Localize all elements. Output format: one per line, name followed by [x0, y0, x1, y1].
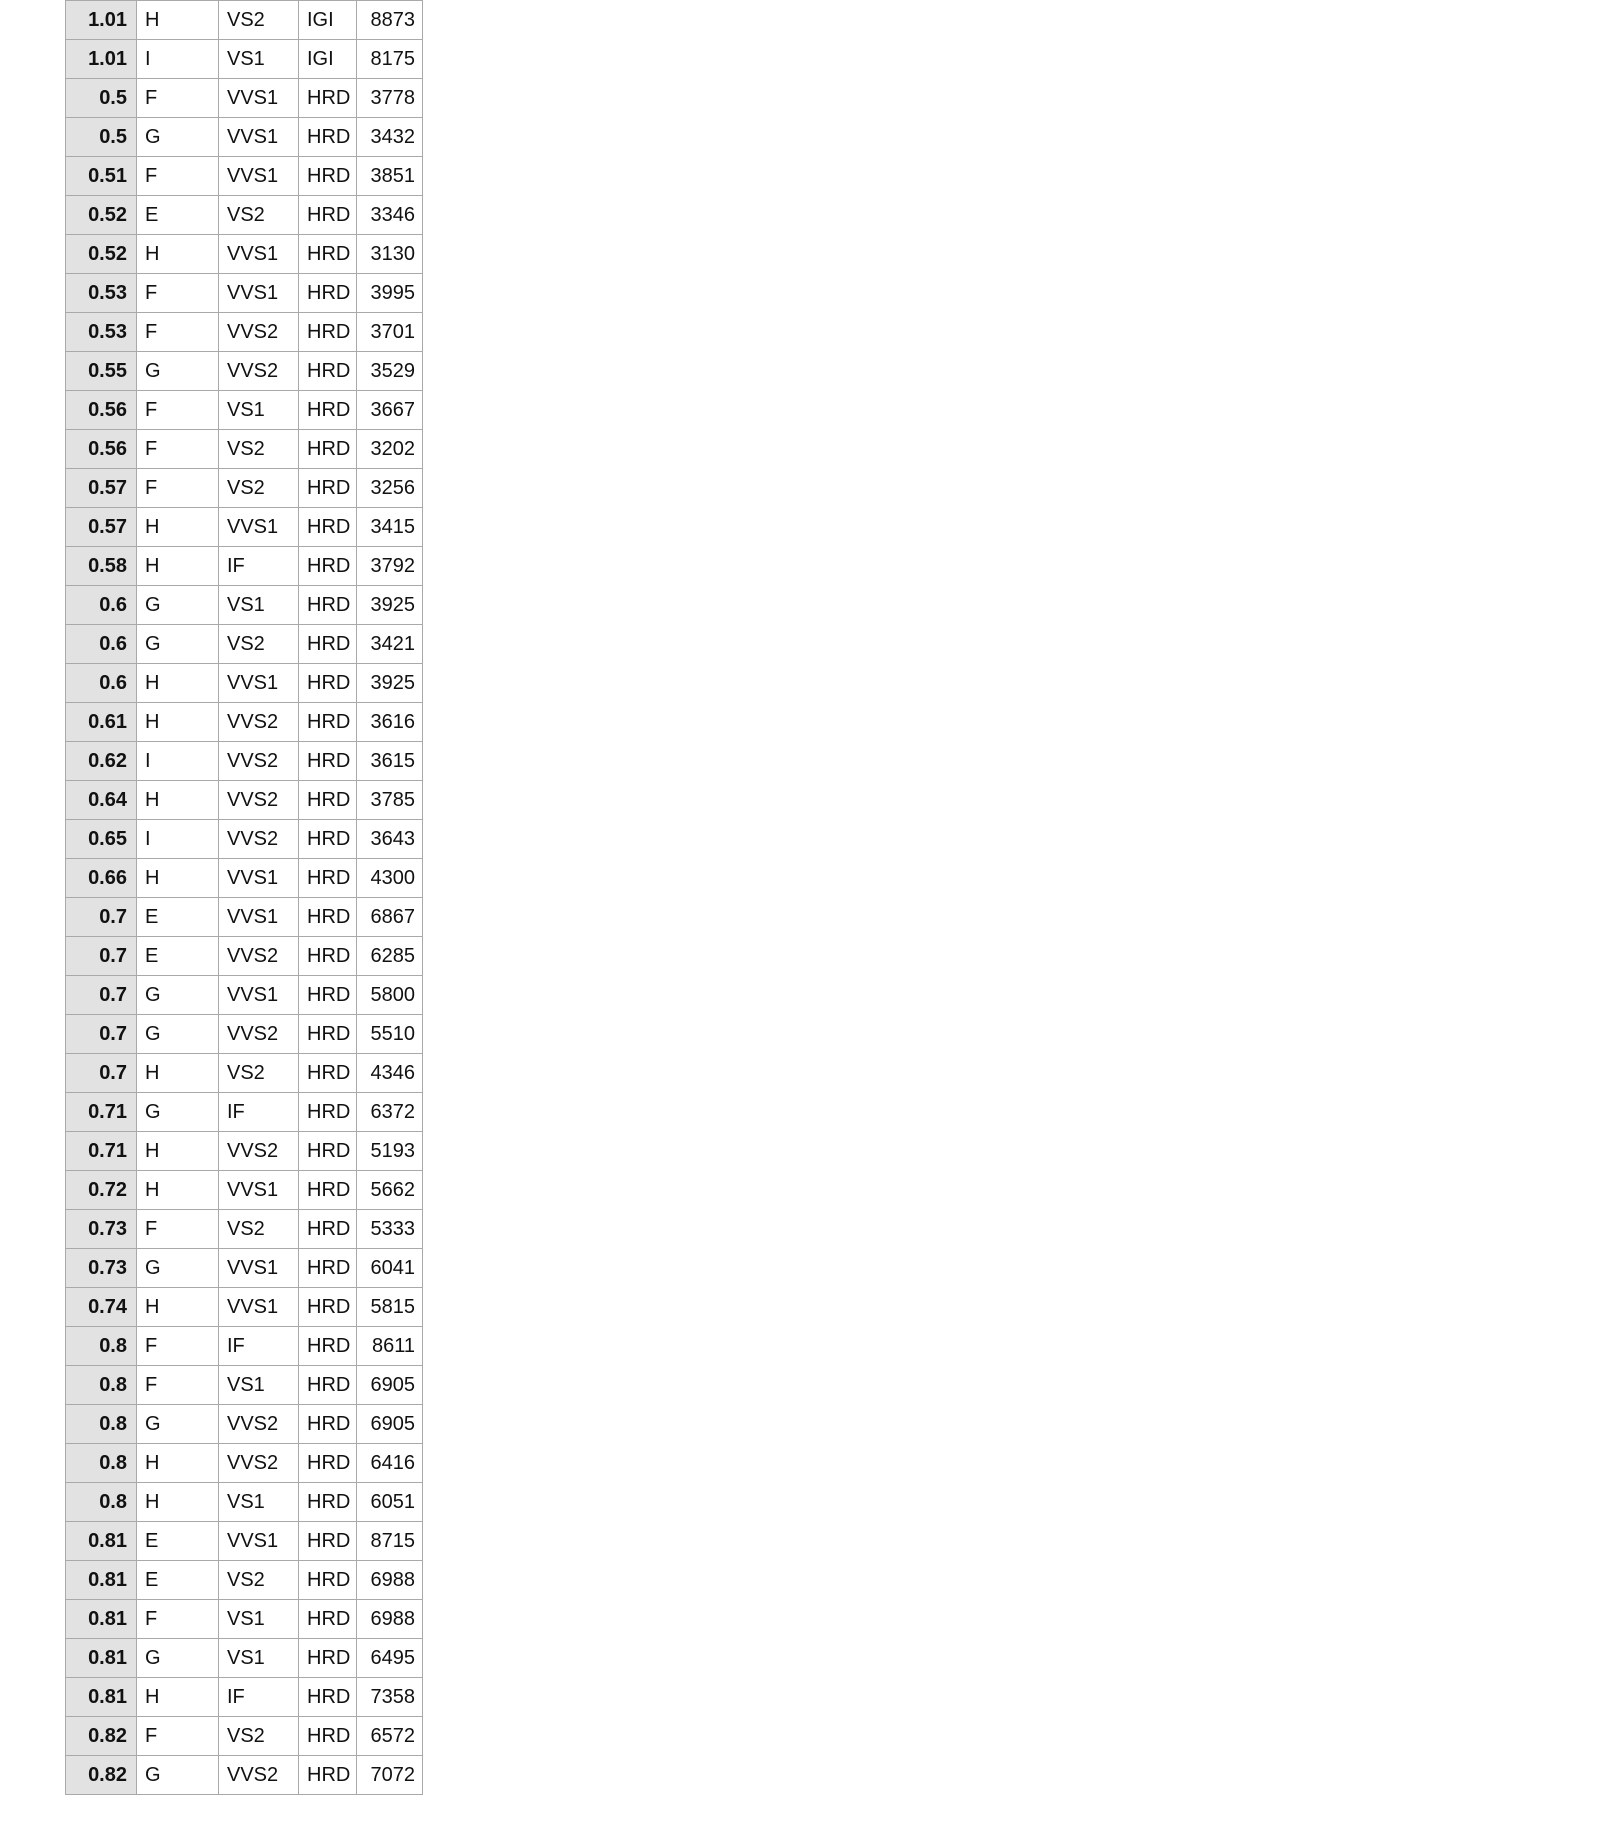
- certification-cell[interactable]: HRD: [299, 859, 357, 898]
- table-row: [66, 937, 423, 976]
- clarity-cell[interactable]: VVS1: [219, 157, 299, 196]
- price-cell[interactable]: 6416: [357, 1444, 423, 1483]
- color-cell[interactable]: F: [137, 1366, 219, 1405]
- color-cell[interactable]: G: [137, 352, 219, 391]
- color-cell[interactable]: F: [137, 1600, 219, 1639]
- price-cell[interactable]: 3421: [357, 625, 423, 664]
- color-cell[interactable]: H: [137, 1678, 219, 1717]
- table-row: [66, 235, 423, 274]
- certification-cell[interactable]: IGI: [299, 1, 357, 40]
- price-cell[interactable]: 6495: [357, 1639, 423, 1678]
- clarity-cell[interactable]: VVS2: [219, 937, 299, 976]
- color-cell[interactable]: H: [137, 1483, 219, 1522]
- table-row: [66, 742, 423, 781]
- carat-cell[interactable]: 0.82: [66, 1717, 137, 1756]
- price-cell[interactable]: 7072: [357, 1756, 423, 1795]
- price-cell[interactable]: 6988: [357, 1600, 423, 1639]
- price-cell[interactable]: 3202: [357, 430, 423, 469]
- color-cell[interactable]: F: [137, 469, 219, 508]
- carat-cell[interactable]: 0.57: [66, 469, 137, 508]
- certification-cell[interactable]: HRD: [299, 937, 357, 976]
- certification-cell[interactable]: HRD: [299, 157, 357, 196]
- carat-cell[interactable]: 0.81: [66, 1639, 137, 1678]
- certification-cell[interactable]: HRD: [299, 1132, 357, 1171]
- table-row: [66, 1600, 423, 1639]
- color-cell[interactable]: G: [137, 1639, 219, 1678]
- clarity-cell[interactable]: VVS1: [219, 664, 299, 703]
- color-cell[interactable]: F: [137, 430, 219, 469]
- carat-cell[interactable]: 0.64: [66, 781, 137, 820]
- certification-cell[interactable]: HRD: [299, 391, 357, 430]
- clarity-cell[interactable]: VVS1: [219, 508, 299, 547]
- carat-cell[interactable]: 0.81: [66, 1522, 137, 1561]
- table-row: [66, 1561, 423, 1600]
- color-cell[interactable]: G: [137, 1756, 219, 1795]
- table-row: [66, 196, 423, 235]
- carat-cell[interactable]: 0.7: [66, 937, 137, 976]
- table-row: [66, 625, 423, 664]
- price-cell[interactable]: 3643: [357, 820, 423, 859]
- clarity-cell[interactable]: VVS1: [219, 1171, 299, 1210]
- price-cell[interactable]: 6905: [357, 1366, 423, 1405]
- carat-cell[interactable]: 0.52: [66, 196, 137, 235]
- certification-cell[interactable]: HRD: [299, 1405, 357, 1444]
- clarity-cell[interactable]: VVS2: [219, 352, 299, 391]
- color-cell[interactable]: H: [137, 1444, 219, 1483]
- color-cell[interactable]: H: [137, 1288, 219, 1327]
- table-row: [66, 391, 423, 430]
- clarity-cell[interactable]: VVS2: [219, 1756, 299, 1795]
- table-row: [66, 976, 423, 1015]
- carat-cell[interactable]: 0.8: [66, 1444, 137, 1483]
- color-cell[interactable]: H: [137, 859, 219, 898]
- clarity-cell[interactable]: VVS2: [219, 1132, 299, 1171]
- color-cell[interactable]: F: [137, 1327, 219, 1366]
- carat-cell[interactable]: 0.72: [66, 1171, 137, 1210]
- clarity-cell[interactable]: VS2: [219, 430, 299, 469]
- price-cell[interactable]: 6867: [357, 898, 423, 937]
- carat-cell[interactable]: 0.82: [66, 1756, 137, 1795]
- certification-cell[interactable]: HRD: [299, 1483, 357, 1522]
- table-row: [66, 1444, 423, 1483]
- price-cell[interactable]: 5193: [357, 1132, 423, 1171]
- carat-cell[interactable]: 0.7: [66, 976, 137, 1015]
- certification-cell[interactable]: HRD: [299, 1561, 357, 1600]
- clarity-cell[interactable]: IF: [219, 1327, 299, 1366]
- clarity-cell[interactable]: VS2: [219, 1054, 299, 1093]
- price-cell[interactable]: 3256: [357, 469, 423, 508]
- certification-cell[interactable]: HRD: [299, 586, 357, 625]
- carat-cell[interactable]: 0.73: [66, 1249, 137, 1288]
- certification-cell[interactable]: HRD: [299, 1327, 357, 1366]
- clarity-cell[interactable]: VVS2: [219, 820, 299, 859]
- color-cell[interactable]: E: [137, 1522, 219, 1561]
- color-cell[interactable]: G: [137, 1249, 219, 1288]
- certification-cell[interactable]: HRD: [299, 1639, 357, 1678]
- clarity-cell[interactable]: VVS1: [219, 118, 299, 157]
- table-row: [66, 1093, 423, 1132]
- price-cell[interactable]: 5333: [357, 1210, 423, 1249]
- carat-cell[interactable]: 0.71: [66, 1132, 137, 1171]
- carat-cell[interactable]: 0.7: [66, 898, 137, 937]
- clarity-cell[interactable]: VVS1: [219, 1249, 299, 1288]
- color-cell[interactable]: F: [137, 1717, 219, 1756]
- carat-cell[interactable]: 0.73: [66, 1210, 137, 1249]
- carat-cell[interactable]: 0.6: [66, 586, 137, 625]
- color-cell[interactable]: G: [137, 625, 219, 664]
- clarity-cell[interactable]: VS1: [219, 1366, 299, 1405]
- clarity-cell[interactable]: VS1: [219, 1600, 299, 1639]
- carat-cell[interactable]: 0.81: [66, 1600, 137, 1639]
- certification-cell[interactable]: HRD: [299, 1366, 357, 1405]
- table-row: [66, 157, 423, 196]
- clarity-cell[interactable]: VS2: [219, 1717, 299, 1756]
- color-cell[interactable]: I: [137, 742, 219, 781]
- clarity-cell[interactable]: IF: [219, 1678, 299, 1717]
- table-body: [66, 1, 423, 1795]
- certification-cell[interactable]: HRD: [299, 1717, 357, 1756]
- table-row: [66, 1522, 423, 1561]
- table-row: [66, 859, 423, 898]
- color-cell[interactable]: H: [137, 547, 219, 586]
- price-cell[interactable]: 3851: [357, 157, 423, 196]
- certification-cell[interactable]: HRD: [299, 1288, 357, 1327]
- clarity-cell[interactable]: VVS2: [219, 1444, 299, 1483]
- table-row: [66, 1327, 423, 1366]
- clarity-cell[interactable]: VS2: [219, 1, 299, 40]
- price-cell[interactable]: 5815: [357, 1288, 423, 1327]
- table-row: [66, 1, 423, 40]
- carat-cell[interactable]: 0.71: [66, 1093, 137, 1132]
- color-cell[interactable]: H: [137, 703, 219, 742]
- certification-cell[interactable]: HRD: [299, 820, 357, 859]
- price-cell[interactable]: 5510: [357, 1015, 423, 1054]
- certification-cell[interactable]: HRD: [299, 274, 357, 313]
- certification-cell[interactable]: HRD: [299, 1249, 357, 1288]
- data-table: [65, 0, 423, 1795]
- clarity-cell[interactable]: IF: [219, 1093, 299, 1132]
- price-cell[interactable]: 8175: [357, 40, 423, 79]
- certification-cell[interactable]: HRD: [299, 196, 357, 235]
- color-cell[interactable]: H: [137, 235, 219, 274]
- carat-cell[interactable]: 0.58: [66, 547, 137, 586]
- carat-cell[interactable]: 0.56: [66, 430, 137, 469]
- clarity-cell[interactable]: VS1: [219, 391, 299, 430]
- table-row: [66, 664, 423, 703]
- carat-cell[interactable]: 0.56: [66, 391, 137, 430]
- certification-cell[interactable]: HRD: [299, 469, 357, 508]
- price-cell[interactable]: 3792: [357, 547, 423, 586]
- certification-cell[interactable]: IGI: [299, 40, 357, 79]
- carat-cell[interactable]: 0.6: [66, 625, 137, 664]
- color-cell[interactable]: F: [137, 1210, 219, 1249]
- price-cell[interactable]: 4300: [357, 859, 423, 898]
- table-row: [66, 547, 423, 586]
- carat-cell[interactable]: 0.8: [66, 1483, 137, 1522]
- carat-cell[interactable]: 0.74: [66, 1288, 137, 1327]
- price-cell[interactable]: 4346: [357, 1054, 423, 1093]
- carat-cell[interactable]: 0.81: [66, 1678, 137, 1717]
- certification-cell[interactable]: HRD: [299, 1522, 357, 1561]
- table-row: [66, 1132, 423, 1171]
- certification-cell[interactable]: HRD: [299, 664, 357, 703]
- price-cell[interactable]: 6051: [357, 1483, 423, 1522]
- table-row: [66, 820, 423, 859]
- price-cell[interactable]: 8873: [357, 1, 423, 40]
- color-cell[interactable]: G: [137, 1015, 219, 1054]
- price-cell[interactable]: 3529: [357, 352, 423, 391]
- color-cell[interactable]: F: [137, 79, 219, 118]
- price-cell[interactable]: 3432: [357, 118, 423, 157]
- color-cell[interactable]: E: [137, 937, 219, 976]
- color-cell[interactable]: H: [137, 781, 219, 820]
- table-row: [66, 508, 423, 547]
- table-row: [66, 1639, 423, 1678]
- table-row: [66, 118, 423, 157]
- clarity-cell[interactable]: VS2: [219, 1561, 299, 1600]
- certification-cell[interactable]: HRD: [299, 742, 357, 781]
- carat-cell[interactable]: 0.51: [66, 157, 137, 196]
- certification-cell[interactable]: HRD: [299, 1171, 357, 1210]
- clarity-cell[interactable]: VVS2: [219, 703, 299, 742]
- price-cell[interactable]: 3925: [357, 586, 423, 625]
- price-cell[interactable]: 6285: [357, 937, 423, 976]
- clarity-cell[interactable]: VS2: [219, 625, 299, 664]
- carat-cell[interactable]: 0.5: [66, 118, 137, 157]
- table-row: [66, 586, 423, 625]
- color-cell[interactable]: H: [137, 1054, 219, 1093]
- carat-cell[interactable]: 0.8: [66, 1405, 137, 1444]
- price-cell[interactable]: 3995: [357, 274, 423, 313]
- price-cell[interactable]: 6372: [357, 1093, 423, 1132]
- certification-cell[interactable]: HRD: [299, 235, 357, 274]
- table-row: [66, 40, 423, 79]
- clarity-cell[interactable]: VVS2: [219, 1405, 299, 1444]
- price-cell[interactable]: 3778: [357, 79, 423, 118]
- price-cell[interactable]: 3616: [357, 703, 423, 742]
- price-cell[interactable]: 6905: [357, 1405, 423, 1444]
- table-row: [66, 1210, 423, 1249]
- color-cell[interactable]: F: [137, 313, 219, 352]
- clarity-cell[interactable]: VS1: [219, 1483, 299, 1522]
- color-cell[interactable]: G: [137, 1405, 219, 1444]
- carat-cell[interactable]: 1.01: [66, 40, 137, 79]
- color-cell[interactable]: E: [137, 1561, 219, 1600]
- table-row: [66, 1366, 423, 1405]
- price-cell[interactable]: 3130: [357, 235, 423, 274]
- clarity-cell[interactable]: VVS1: [219, 976, 299, 1015]
- certification-cell[interactable]: HRD: [299, 313, 357, 352]
- table-row: [66, 1678, 423, 1717]
- price-cell[interactable]: 8611: [357, 1327, 423, 1366]
- certification-cell[interactable]: HRD: [299, 703, 357, 742]
- price-cell[interactable]: 3785: [357, 781, 423, 820]
- clarity-cell[interactable]: VVS1: [219, 859, 299, 898]
- price-cell[interactable]: 3701: [357, 313, 423, 352]
- color-cell[interactable]: F: [137, 274, 219, 313]
- carat-cell[interactable]: 0.62: [66, 742, 137, 781]
- carat-cell[interactable]: 0.57: [66, 508, 137, 547]
- clarity-cell[interactable]: VVS1: [219, 898, 299, 937]
- clarity-cell[interactable]: VVS1: [219, 274, 299, 313]
- price-cell[interactable]: 3415: [357, 508, 423, 547]
- certification-cell[interactable]: HRD: [299, 1444, 357, 1483]
- carat-cell[interactable]: 0.8: [66, 1327, 137, 1366]
- certification-cell[interactable]: HRD: [299, 1600, 357, 1639]
- clarity-cell[interactable]: IF: [219, 547, 299, 586]
- table-row: [66, 313, 423, 352]
- table-row: [66, 1756, 423, 1795]
- certification-cell[interactable]: HRD: [299, 1015, 357, 1054]
- certification-cell[interactable]: HRD: [299, 547, 357, 586]
- carat-cell[interactable]: 0.53: [66, 274, 137, 313]
- color-cell[interactable]: H: [137, 1, 219, 40]
- carat-cell[interactable]: 0.5: [66, 79, 137, 118]
- certification-cell[interactable]: HRD: [299, 1756, 357, 1795]
- color-cell[interactable]: G: [137, 1093, 219, 1132]
- price-cell[interactable]: 5662: [357, 1171, 423, 1210]
- price-cell[interactable]: 7358: [357, 1678, 423, 1717]
- table-row: [66, 1249, 423, 1288]
- carat-cell[interactable]: 0.53: [66, 313, 137, 352]
- carat-cell[interactable]: 0.55: [66, 352, 137, 391]
- table-row: [66, 1405, 423, 1444]
- carat-cell[interactable]: 0.7: [66, 1054, 137, 1093]
- table-row: [66, 781, 423, 820]
- color-cell[interactable]: I: [137, 40, 219, 79]
- certification-cell[interactable]: HRD: [299, 430, 357, 469]
- color-cell[interactable]: I: [137, 820, 219, 859]
- color-cell[interactable]: F: [137, 157, 219, 196]
- certification-cell[interactable]: HRD: [299, 898, 357, 937]
- certification-cell[interactable]: HRD: [299, 79, 357, 118]
- color-cell[interactable]: H: [137, 508, 219, 547]
- carat-cell[interactable]: 0.8: [66, 1366, 137, 1405]
- carat-cell[interactable]: 0.61: [66, 703, 137, 742]
- certification-cell[interactable]: HRD: [299, 1210, 357, 1249]
- price-cell[interactable]: 3667: [357, 391, 423, 430]
- clarity-cell[interactable]: VVS1: [219, 1288, 299, 1327]
- carat-cell[interactable]: 0.81: [66, 1561, 137, 1600]
- price-cell[interactable]: 3925: [357, 664, 423, 703]
- table-row: [66, 1171, 423, 1210]
- clarity-cell[interactable]: VVS2: [219, 313, 299, 352]
- carat-cell[interactable]: 0.66: [66, 859, 137, 898]
- clarity-cell[interactable]: VS1: [219, 1639, 299, 1678]
- color-cell[interactable]: F: [137, 391, 219, 430]
- clarity-cell[interactable]: VS2: [219, 196, 299, 235]
- certification-cell[interactable]: HRD: [299, 508, 357, 547]
- carat-cell[interactable]: 0.52: [66, 235, 137, 274]
- table-row: [66, 274, 423, 313]
- certification-cell[interactable]: HRD: [299, 1093, 357, 1132]
- clarity-cell[interactable]: VVS2: [219, 1015, 299, 1054]
- table-row: [66, 898, 423, 937]
- color-cell[interactable]: H: [137, 1171, 219, 1210]
- carat-cell[interactable]: 0.6: [66, 664, 137, 703]
- table-row: [66, 703, 423, 742]
- color-cell[interactable]: E: [137, 898, 219, 937]
- color-cell[interactable]: G: [137, 118, 219, 157]
- clarity-cell[interactable]: VS1: [219, 586, 299, 625]
- color-cell[interactable]: E: [137, 196, 219, 235]
- certification-cell[interactable]: HRD: [299, 781, 357, 820]
- color-cell[interactable]: G: [137, 586, 219, 625]
- color-cell[interactable]: H: [137, 1132, 219, 1171]
- clarity-cell[interactable]: VS2: [219, 1210, 299, 1249]
- clarity-cell[interactable]: VVS1: [219, 79, 299, 118]
- price-cell[interactable]: 3346: [357, 196, 423, 235]
- price-cell[interactable]: 8715: [357, 1522, 423, 1561]
- table-row: [66, 1288, 423, 1327]
- certification-cell[interactable]: HRD: [299, 118, 357, 157]
- table-row: [66, 1483, 423, 1522]
- carat-cell[interactable]: 0.65: [66, 820, 137, 859]
- table-row: [66, 79, 423, 118]
- price-cell[interactable]: 6988: [357, 1561, 423, 1600]
- table-row: [66, 1717, 423, 1756]
- color-cell[interactable]: G: [137, 976, 219, 1015]
- certification-cell[interactable]: HRD: [299, 1678, 357, 1717]
- table-row: [66, 1015, 423, 1054]
- color-cell[interactable]: H: [137, 664, 219, 703]
- certification-cell[interactable]: HRD: [299, 976, 357, 1015]
- table-row: [66, 1054, 423, 1093]
- clarity-cell[interactable]: VVS1: [219, 1522, 299, 1561]
- certification-cell[interactable]: HRD: [299, 352, 357, 391]
- table-row: [66, 352, 423, 391]
- price-cell[interactable]: 3615: [357, 742, 423, 781]
- clarity-cell[interactable]: VS2: [219, 469, 299, 508]
- price-cell[interactable]: 6572: [357, 1717, 423, 1756]
- clarity-cell[interactable]: VVS2: [219, 781, 299, 820]
- table-row: [66, 430, 423, 469]
- clarity-cell[interactable]: VS1: [219, 40, 299, 79]
- carat-cell[interactable]: 1.01: [66, 1, 137, 40]
- certification-cell[interactable]: HRD: [299, 1054, 357, 1093]
- certification-cell[interactable]: HRD: [299, 625, 357, 664]
- price-cell[interactable]: 5800: [357, 976, 423, 1015]
- price-cell[interactable]: 6041: [357, 1249, 423, 1288]
- table-row: [66, 469, 423, 508]
- carat-cell[interactable]: 0.7: [66, 1015, 137, 1054]
- clarity-cell[interactable]: VVS2: [219, 742, 299, 781]
- clarity-cell[interactable]: VVS1: [219, 235, 299, 274]
